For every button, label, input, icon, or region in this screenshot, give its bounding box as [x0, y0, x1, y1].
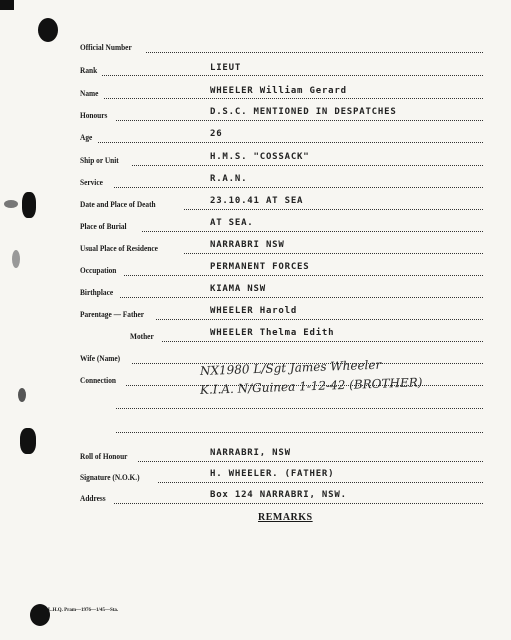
signature-line — [158, 482, 483, 483]
punch-hole — [22, 192, 36, 218]
roll-line — [138, 461, 483, 462]
roll-label: Roll of Honour — [80, 452, 128, 461]
address-value: Box 124 NARRABRI, NSW. — [210, 490, 347, 500]
occupation-value: PERMANENT FORCES — [210, 262, 310, 272]
rank-line — [102, 75, 483, 76]
mother-line — [162, 341, 483, 342]
scan-mark — [12, 250, 20, 268]
service-value: R.A.N. — [210, 174, 248, 184]
mother-label: Mother — [130, 332, 154, 341]
father-label: Parentage — Father — [80, 310, 145, 319]
ship-line — [132, 165, 483, 166]
birthplace-value: KIAMA NSW — [210, 284, 266, 294]
connection-line-2 — [116, 408, 483, 409]
wife-label: Wife (Name) — [80, 354, 121, 363]
ship-value: H.M.S. "COSSACK" — [210, 152, 310, 162]
father-value: WHEELER Harold — [210, 306, 298, 316]
scan-mark — [4, 200, 18, 208]
name-value: WHEELER William Gerard — [210, 86, 347, 96]
residence-value: NARRABRI NSW — [210, 240, 285, 250]
official-number-line — [146, 52, 483, 53]
occupation-line — [124, 275, 483, 276]
death-label: Date and Place of Death — [80, 200, 156, 209]
burial-value: AT SEA. — [210, 218, 254, 228]
remarks-heading: REMARKS — [258, 512, 313, 523]
name-label: Name — [80, 89, 99, 98]
roll-value: NARRABRI, NSW — [210, 448, 291, 458]
signature-label: Signature (N.O.K.) — [80, 473, 140, 482]
address-line — [114, 503, 483, 504]
mother-value: WHEELER Thelma Edith — [210, 328, 335, 338]
service-label: Service — [80, 178, 103, 187]
punch-hole — [18, 388, 26, 402]
punch-hole — [38, 18, 58, 42]
age-label: Age — [80, 133, 93, 142]
connection-handwriting-1: NX1980 L/Sgt James Wheeler — [199, 357, 382, 378]
service-line — [114, 187, 483, 188]
honours-value: D.S.C. MENTIONED IN DESPATCHES — [210, 107, 397, 117]
name-line — [104, 98, 483, 99]
official-number-label: Official Number — [80, 43, 132, 52]
burial-line — [142, 231, 483, 232]
age-line — [98, 142, 483, 143]
honours-line — [116, 120, 483, 121]
residence-line — [184, 253, 483, 254]
father-line — [156, 319, 483, 320]
connection-handwriting-2: K.I.A. N/Guinea 1-12-42 (BROTHER) — [199, 375, 423, 397]
scan-mark — [0, 0, 14, 10]
connection-label: Connection — [80, 376, 116, 385]
birthplace-line — [120, 297, 483, 298]
rank-label: Rank — [80, 66, 98, 75]
burial-label: Place of Burial — [80, 222, 127, 231]
rank-value: LIEUT — [210, 63, 242, 73]
death-value: 23.10.41 AT SEA — [210, 196, 304, 206]
punch-hole — [30, 604, 50, 626]
death-line — [184, 209, 483, 210]
residence-label: Usual Place of Residence — [80, 244, 158, 253]
form-print-code: L.H.Q. Pram—1976—1/45—Sta. — [48, 608, 119, 613]
signature-value: H. WHEELER. (FATHER) — [210, 469, 335, 479]
occupation-label: Occupation — [80, 266, 117, 275]
ship-label: Ship or Unit — [80, 156, 119, 165]
punch-hole — [20, 428, 36, 454]
age-value: 26 — [210, 129, 223, 139]
connection-line-3 — [116, 432, 483, 433]
honours-label: Honours — [80, 111, 108, 120]
address-label: Address — [80, 494, 106, 503]
birthplace-label: Birthplace — [80, 288, 114, 297]
